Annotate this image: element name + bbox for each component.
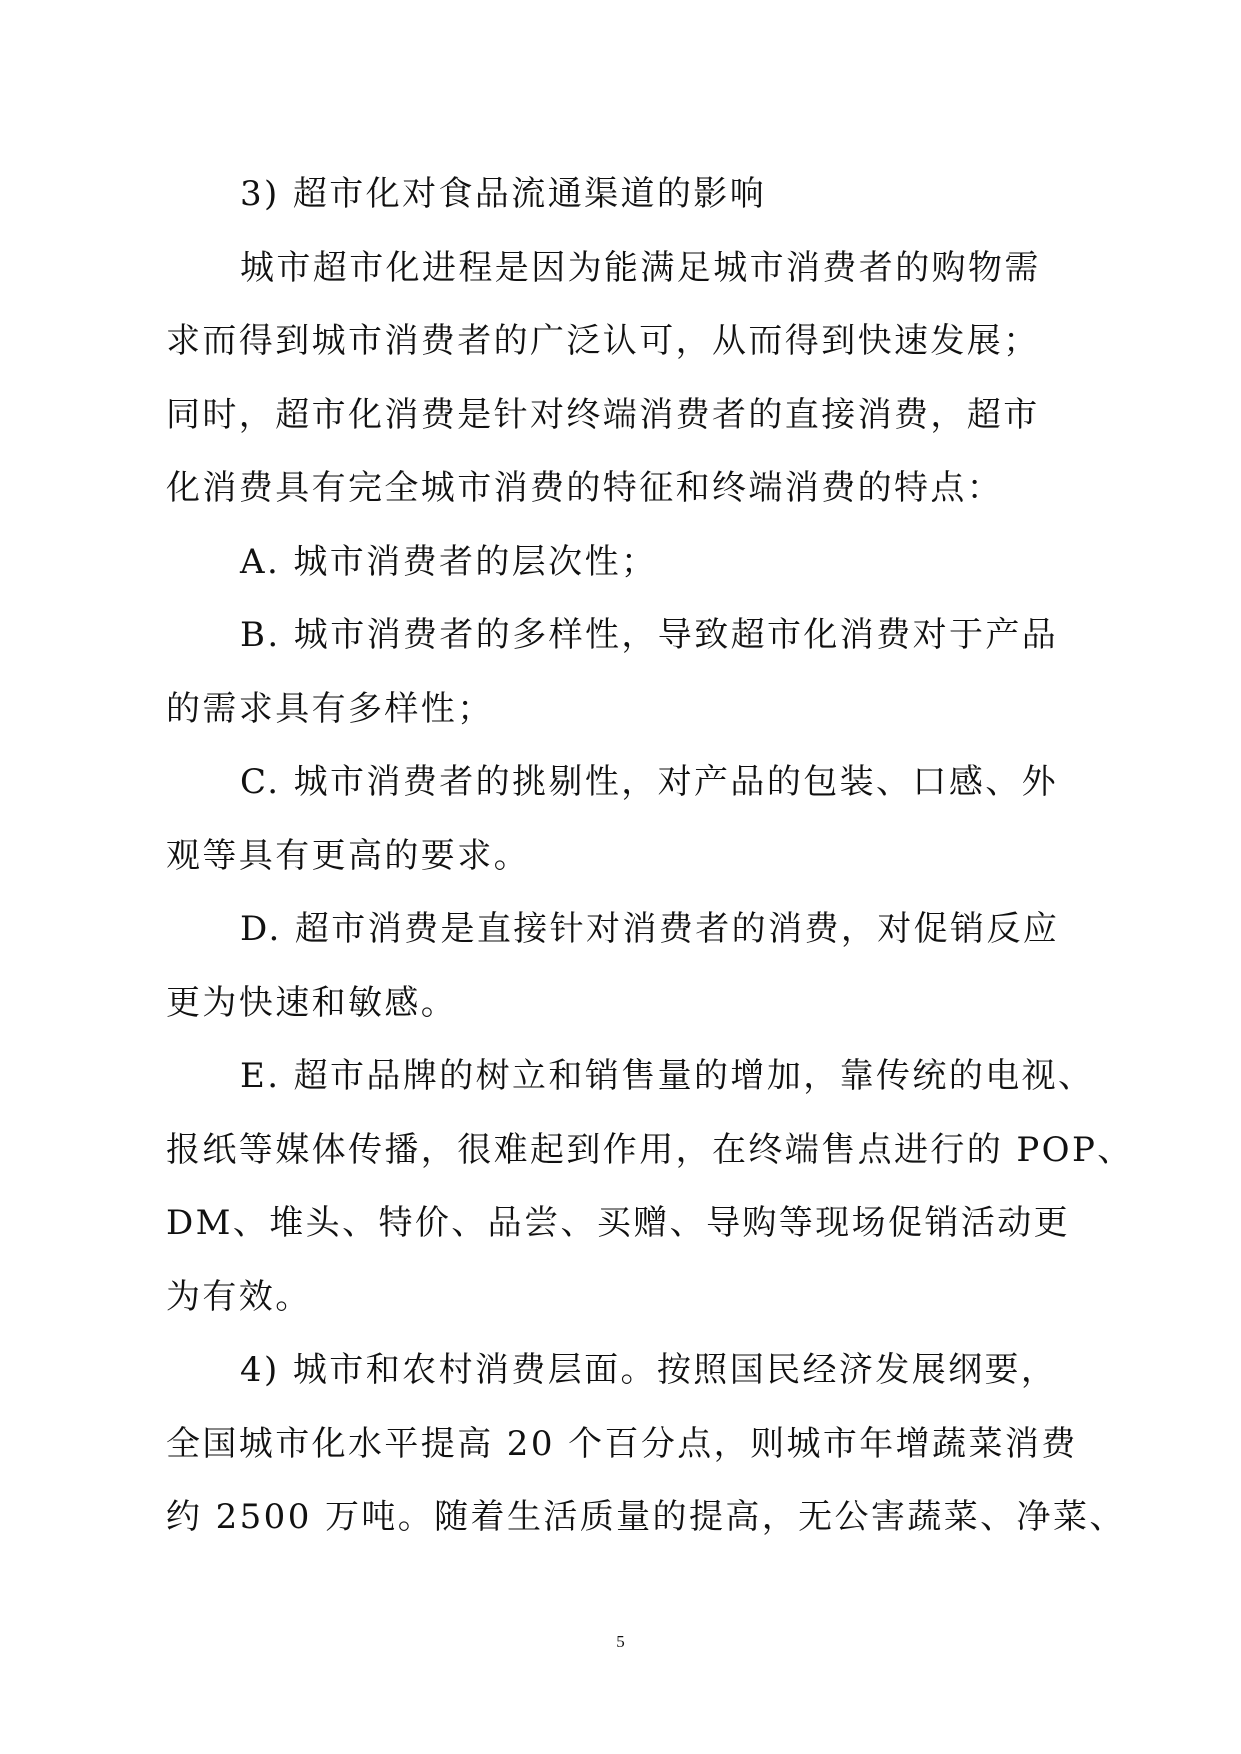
document-body (166, 158, 1134, 1555)
list-item-b: B. 城市消费者的多样性，导致超市化消费对于产品 (240, 615, 1059, 655)
paragraph-line: 约 2500 万吨。随着生活质量的提高，无公害蔬菜、净菜、 (166, 1497, 1126, 1537)
list-item-a: A. 城市消费者的层次性； (240, 541, 658, 582)
list-item-e: E. 超市品牌的树立和销售量的增加，靠传统的电视、 (240, 1056, 1095, 1096)
list-item-d: D. 超市消费是直接针对消费者的消费，对促销反应 (240, 909, 1060, 949)
list-item-e-continuation: DM、堆头、特价、品尝、买赠、导购等现场促销活动更 (166, 1203, 1071, 1243)
paragraph-line: 化消费具有完全城市消费的特征和终端消费的特点： (166, 468, 1004, 508)
list-item-e-continuation: 为有效。 (166, 1276, 312, 1317)
paragraph-line: 城市超市化进程是因为能满足城市消费者的购物需 (240, 247, 1041, 288)
paragraph-line: 同时，超市化消费是针对终端消费者的直接消费，超市 (166, 394, 1040, 435)
page-number: 5 (616, 1632, 625, 1651)
list-item-b-continuation: 的需求具有多样性； (166, 688, 494, 729)
paragraph-line: 求而得到城市消费者的广泛认可，从而得到快速发展； (166, 321, 1040, 361)
list-item-e-continuation: 报纸等媒体传播，很难起到作用，在终端售点进行的 POP、 (166, 1129, 1134, 1170)
paragraph-line: 全国城市化水平提高 20 个百分点，则城市年增蔬菜消费 (166, 1423, 1078, 1464)
section-heading-supermarket-impact: 3) 超市化对食品流通渠道的影响 (240, 174, 767, 214)
list-item-d-continuation: 更为快速和敏感。 (166, 982, 458, 1023)
list-item-c: C. 城市消费者的挑剔性，对产品的包装、口感、外 (240, 762, 1059, 802)
section-paragraph-urban-rural: 4) 城市和农村消费层面。按照国民经济发展纲要， (240, 1350, 1058, 1390)
list-item-c-continuation: 观等具有更高的要求。 (166, 835, 530, 876)
